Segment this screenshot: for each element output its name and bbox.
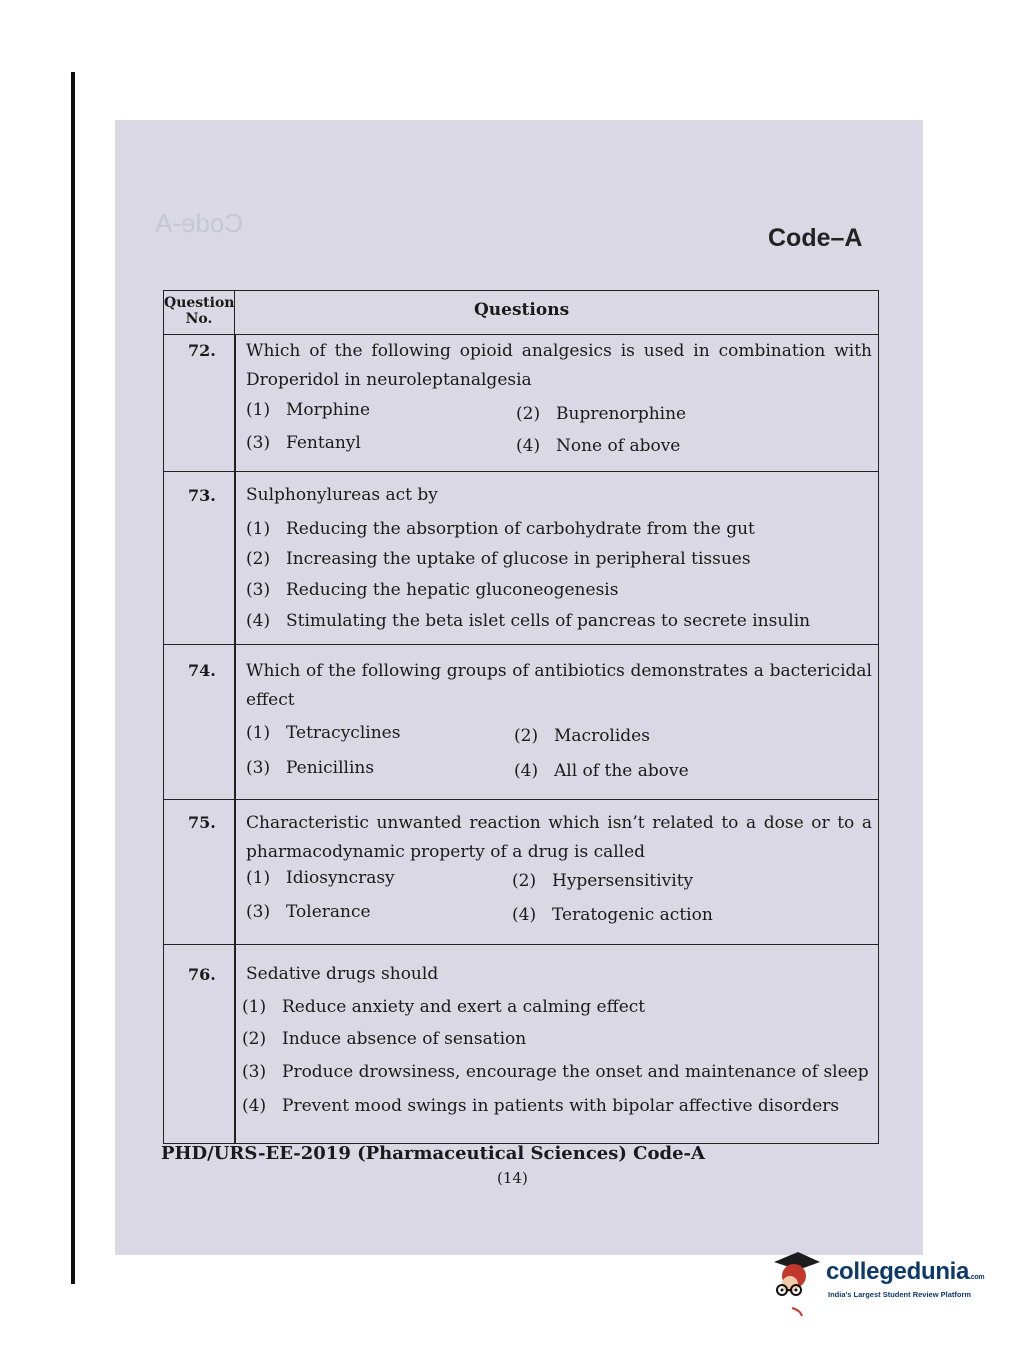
question-number: 76. (188, 965, 216, 984)
option: (1) Reducing the absorption of carbohydrate from the gut (246, 519, 755, 539)
page-number: (14) (497, 1169, 528, 1187)
question-text: Characteristic unwanted reaction which isn’t related to a dose or to a pharmacodynamic property of a drug is called (246, 813, 872, 862)
question-number: 73. (188, 486, 216, 505)
question-row (164, 645, 878, 800)
option: (1) Idiosyncrasy (246, 868, 395, 888)
option: (3) Fentanyl (246, 433, 361, 453)
header-question-no (164, 291, 235, 334)
question-number: 72. (188, 341, 216, 360)
paper-footer: PHD/URS-EE-2019 (Pharmaceutical Sciences) Code-A (161, 1143, 705, 1164)
option: (3) Reducing the hepatic gluconeogenesis (246, 580, 619, 600)
collegedunia-logo (768, 1250, 998, 1320)
option: (2) Macrolides (514, 726, 650, 746)
question-row (164, 472, 878, 645)
mascot-icon (768, 1250, 824, 1320)
question-number: 74. (188, 661, 216, 680)
brand-tagline: India's Largest Student Review Platform (828, 1290, 972, 1299)
option: (4) All of the above (514, 761, 689, 781)
option: (4) Stimulating the beta islet cells of pancreas to secrete insulin (246, 611, 811, 631)
question-row (164, 800, 878, 945)
option: (1) Reduce anxiety and exert a calming effect (242, 997, 646, 1017)
brand-name: collegedunia.com (826, 1258, 985, 1285)
table-header (164, 291, 878, 335)
question-text: Which of the following opioid analgesics is used in combination with Droperidol in neuroleptanalgesia (246, 341, 872, 390)
option: (2) Hypersensitivity (512, 871, 694, 891)
header-no-line1: Question (164, 295, 235, 311)
option: (2) Buprenorphine (516, 404, 687, 424)
option: (4) Teratogenic action (512, 905, 713, 925)
show-through-text: Code-A (155, 208, 244, 238)
header-questions: Questions (474, 300, 570, 320)
option: (1) Tetracyclines (246, 723, 401, 743)
question-text: Sulphonylureas act by (246, 485, 438, 505)
header-no-line2: No. (185, 311, 213, 327)
option: (3) Penicillins (246, 758, 375, 778)
question-table (163, 290, 879, 1144)
scan-edge-line (71, 72, 75, 1284)
question-row (164, 334, 878, 472)
question-number: 75. (188, 813, 216, 832)
code-heading: Code–A (768, 224, 863, 252)
option: (3) Produce drowsiness, encourage the onset and maintenance of sleep (242, 1062, 869, 1082)
option: (2) Induce absence of sensation (242, 1029, 527, 1049)
option: (3) Tolerance (246, 902, 371, 922)
question-text: Sedative drugs should (246, 964, 439, 984)
option: (2) Increasing the uptake of glucose in peripheral tissues (246, 549, 751, 569)
question-row (164, 945, 878, 1143)
option: (4) None of above (516, 436, 681, 456)
option: (4) Prevent mood swings in patients with bipolar affective disorders (242, 1096, 840, 1116)
option: (1) Morphine (246, 400, 371, 420)
question-text: Which of the following groups of antibiotics demonstrates a bactericidal effect (246, 661, 872, 710)
